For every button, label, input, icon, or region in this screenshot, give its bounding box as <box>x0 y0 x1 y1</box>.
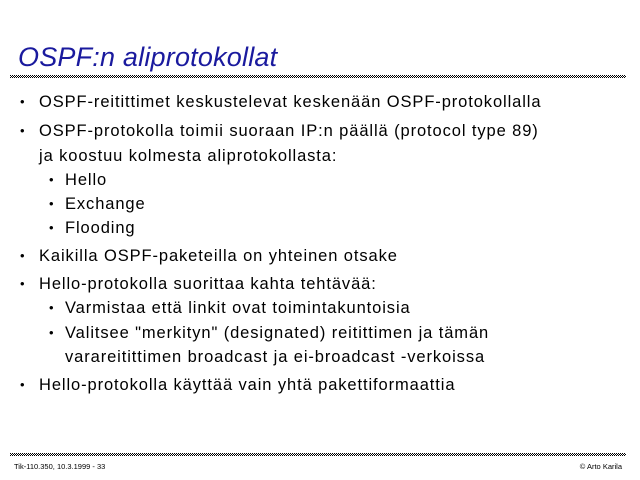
bullet-text-1: OSPF-reitittimet keskustelevat keskenään OSPF-protokollalla <box>39 93 542 111</box>
bullet-marker: • <box>20 248 25 263</box>
bullet-text-4: Hello-protokolla suorittaa kahta tehtävää: <box>39 275 377 293</box>
sub-bullet-hello: Hello <box>65 171 108 189</box>
sub-bullet-marker: • <box>49 220 54 235</box>
footer-copyright: © Arto Karila <box>579 462 622 471</box>
bullet-marker: • <box>20 123 25 138</box>
sub-bullet-marker: • <box>49 172 54 187</box>
slide-title: OSPF:n aliprotokollat <box>18 42 278 72</box>
sub-bullet-marker: • <box>49 196 54 211</box>
bullet-text-5: Hello-protokolla käyttää vain yhtä pakettiformaattia <box>39 376 456 394</box>
bullet-marker: • <box>20 377 25 392</box>
bullet-marker: • <box>20 276 25 291</box>
bullet-marker: • <box>20 94 25 109</box>
sub-bullet-marker: • <box>49 300 54 315</box>
sub-bullet-valitsee-line-2: varareitittimen broadcast ja ei-broadcast -verkoissa <box>65 348 486 366</box>
footer-divider <box>10 453 626 456</box>
bullet-text-2-line-2: ja koostuu kolmesta aliprotokollasta: <box>39 147 338 165</box>
bullet-text-2-line-1: OSPF-protokolla toimii suoraan IP:n päällä (protocol type 89) <box>39 122 539 140</box>
sub-bullet-exchange: Exchange <box>65 195 146 213</box>
bullet-text-3: Kaikilla OSPF-paketeilla on yhteinen otsake <box>39 247 398 265</box>
sub-bullet-flooding: Flooding <box>65 219 136 237</box>
sub-bullet-marker: • <box>49 325 54 340</box>
footer-course-info: Tik-110.350, 10.3.1999 - 33 <box>14 462 106 471</box>
title-divider <box>10 75 626 78</box>
sub-bullet-valitsee-line-1: Valitsee "merkityn" (designated) reitittimen ja tämän <box>65 324 490 342</box>
sub-bullet-varmistaa: Varmistaa että linkit ovat toimintakuntoisia <box>65 299 411 317</box>
